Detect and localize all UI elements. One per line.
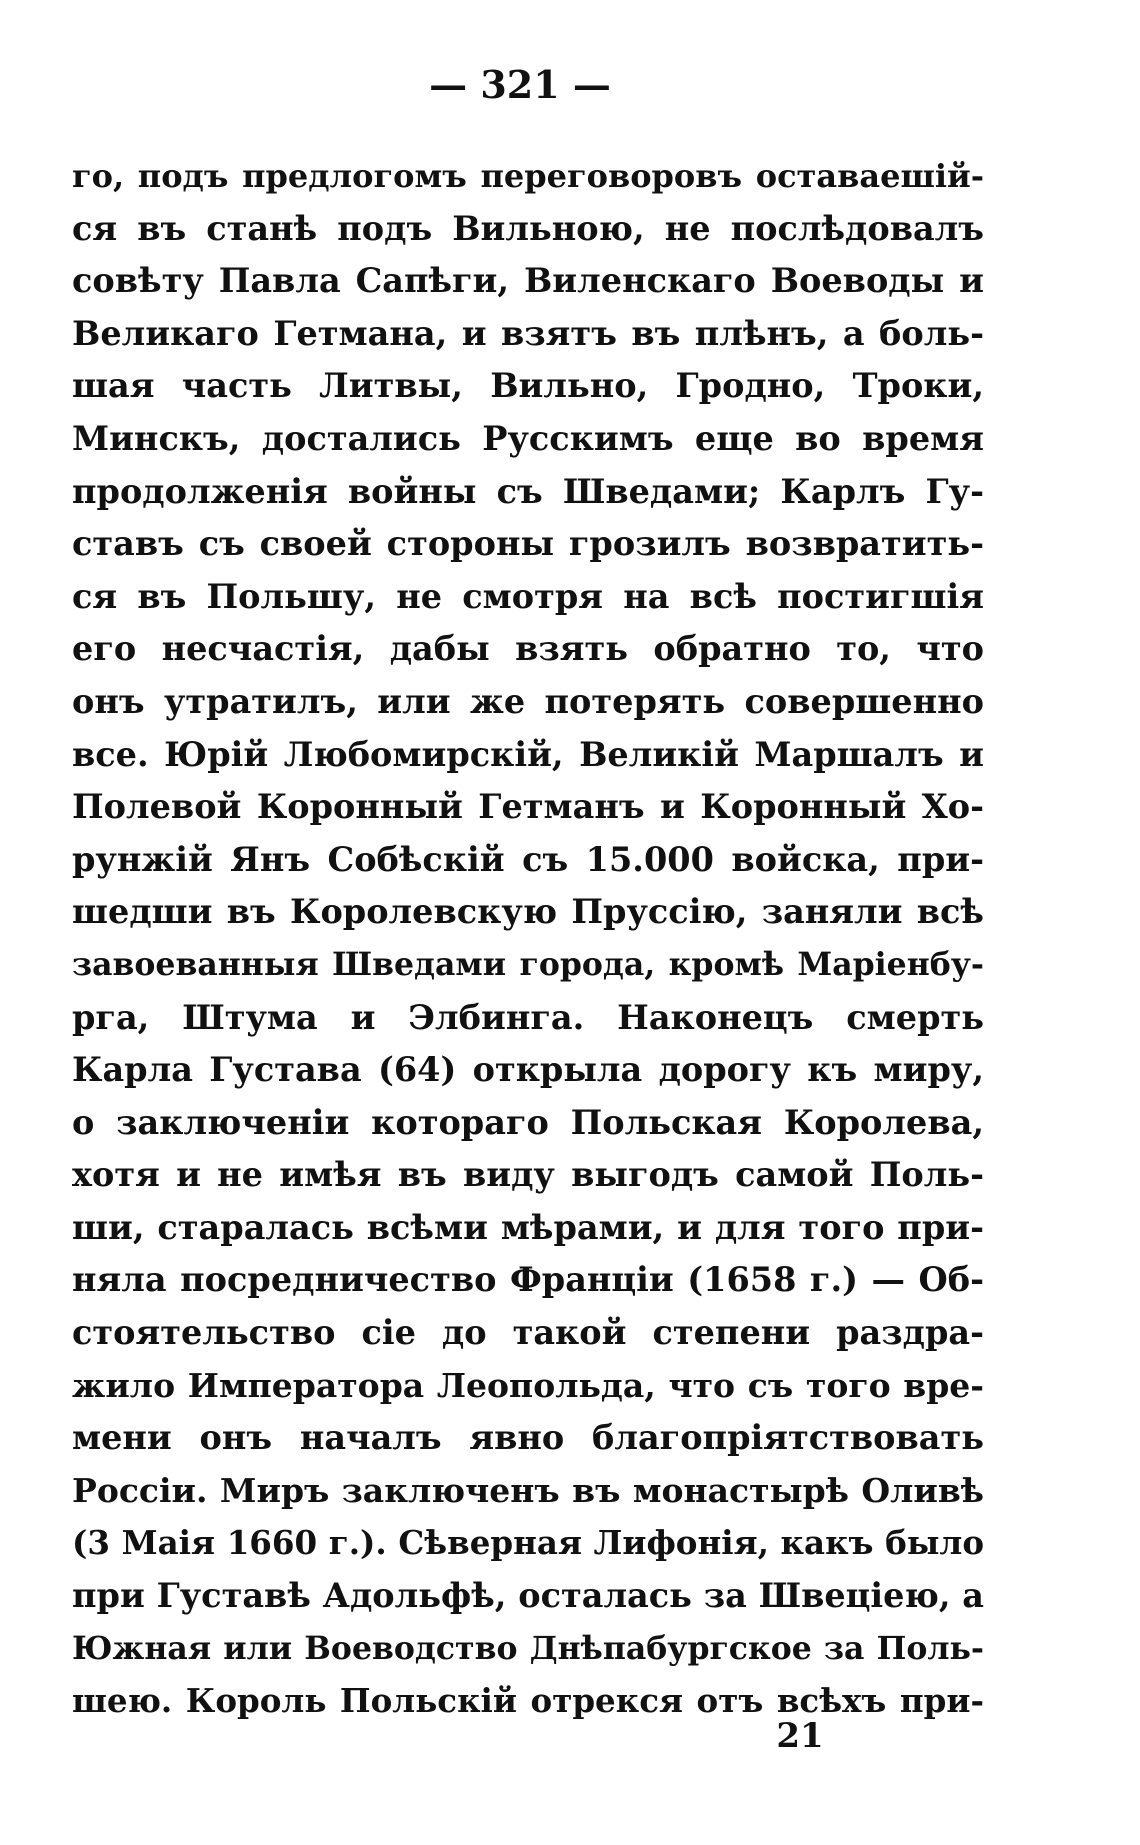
text-line: завоеванныя Шведами города, кромѣ Маріенбу- <box>72 945 984 983</box>
text-line: его несчастія, дабы взять обратно то, что <box>72 629 984 669</box>
text-line: Полевой Коронный Гетманъ и Коронный Хо- <box>72 787 984 827</box>
text-line: ся въ станѣ подъ Вильною, не послѣдовалъ <box>72 208 984 248</box>
text-line: рга, Штума и Элбинга. Наконецъ смерть <box>72 997 984 1037</box>
text-line: при Густавѣ Адольфѣ, осталась за Швеціею, а <box>72 1576 984 1616</box>
page-number-header: — 321 — <box>429 62 611 107</box>
text-line: продолженія войны съ Шведами; Карлъ Гу- <box>72 471 984 511</box>
text-line: онъ утратилъ, или же потерять совершенно <box>72 681 984 721</box>
text-line: Южная или Воеводство Днѣпабургское за Поль- <box>72 1629 984 1667</box>
signature-mark: 21 <box>776 1716 824 1756</box>
text-line: ставъ съ своей стороны грозилъ возвратить- <box>72 524 984 564</box>
text-line: няла посредничество Франціи (1658 г.) — Об- <box>72 1260 984 1300</box>
text-line: стоятельство сіе до такой степени раздра- <box>72 1313 984 1353</box>
text-line: мени онъ началъ явно благопріятствовать <box>72 1418 984 1458</box>
text-line: ши, старалась всѣми мѣрами, и для того при- <box>72 1207 984 1247</box>
text-line: о заключеніи котораго Польская Королева, <box>72 1102 984 1142</box>
text-line: шею. Король Польскій отрекся отъ всѣхъ при- <box>72 1681 984 1721</box>
text-line: го, подъ предлогомъ переговоровъ оставаешій- <box>72 157 984 195</box>
body-text <box>72 150 984 1728</box>
text-line: Минскъ, достались Русскимъ еще во время <box>72 418 984 458</box>
text-line: жило Императора Леопольда, что съ того вре- <box>72 1365 984 1405</box>
text-line: Великаго Гетмана, и взятъ въ плѣнъ, а боль- <box>72 313 984 353</box>
text-line: (3 Маія 1660 г.). Сѣверная Лифонія, какъ было <box>72 1523 984 1563</box>
text-line: шедши въ Королевскую Пруссію, заняли всѣ <box>72 892 984 932</box>
text-line: ся въ Польшу, не смотря на всѣ постигшія <box>72 576 984 616</box>
text-line: Карла Густава (64) открыла дорогу къ миру, <box>72 1050 984 1090</box>
text-line: Россіи. Миръ заключенъ въ монастырѣ Оливѣ <box>72 1470 984 1510</box>
text-line: шая часть Литвы, Вильно, Гродно, Троки, <box>72 366 984 406</box>
text-line: хотя и не имѣя въ виду выгодъ самой Поль- <box>72 1155 984 1195</box>
text-line: рунжій Янъ Собѣскій съ 15.000 войска, при- <box>72 839 984 879</box>
text-line: все. Юрій Любомирскій, Великій Маршалъ и <box>72 734 984 774</box>
text-line: совѣту Павла Сапѣги, Виленскаго Воеводы и <box>72 261 984 301</box>
